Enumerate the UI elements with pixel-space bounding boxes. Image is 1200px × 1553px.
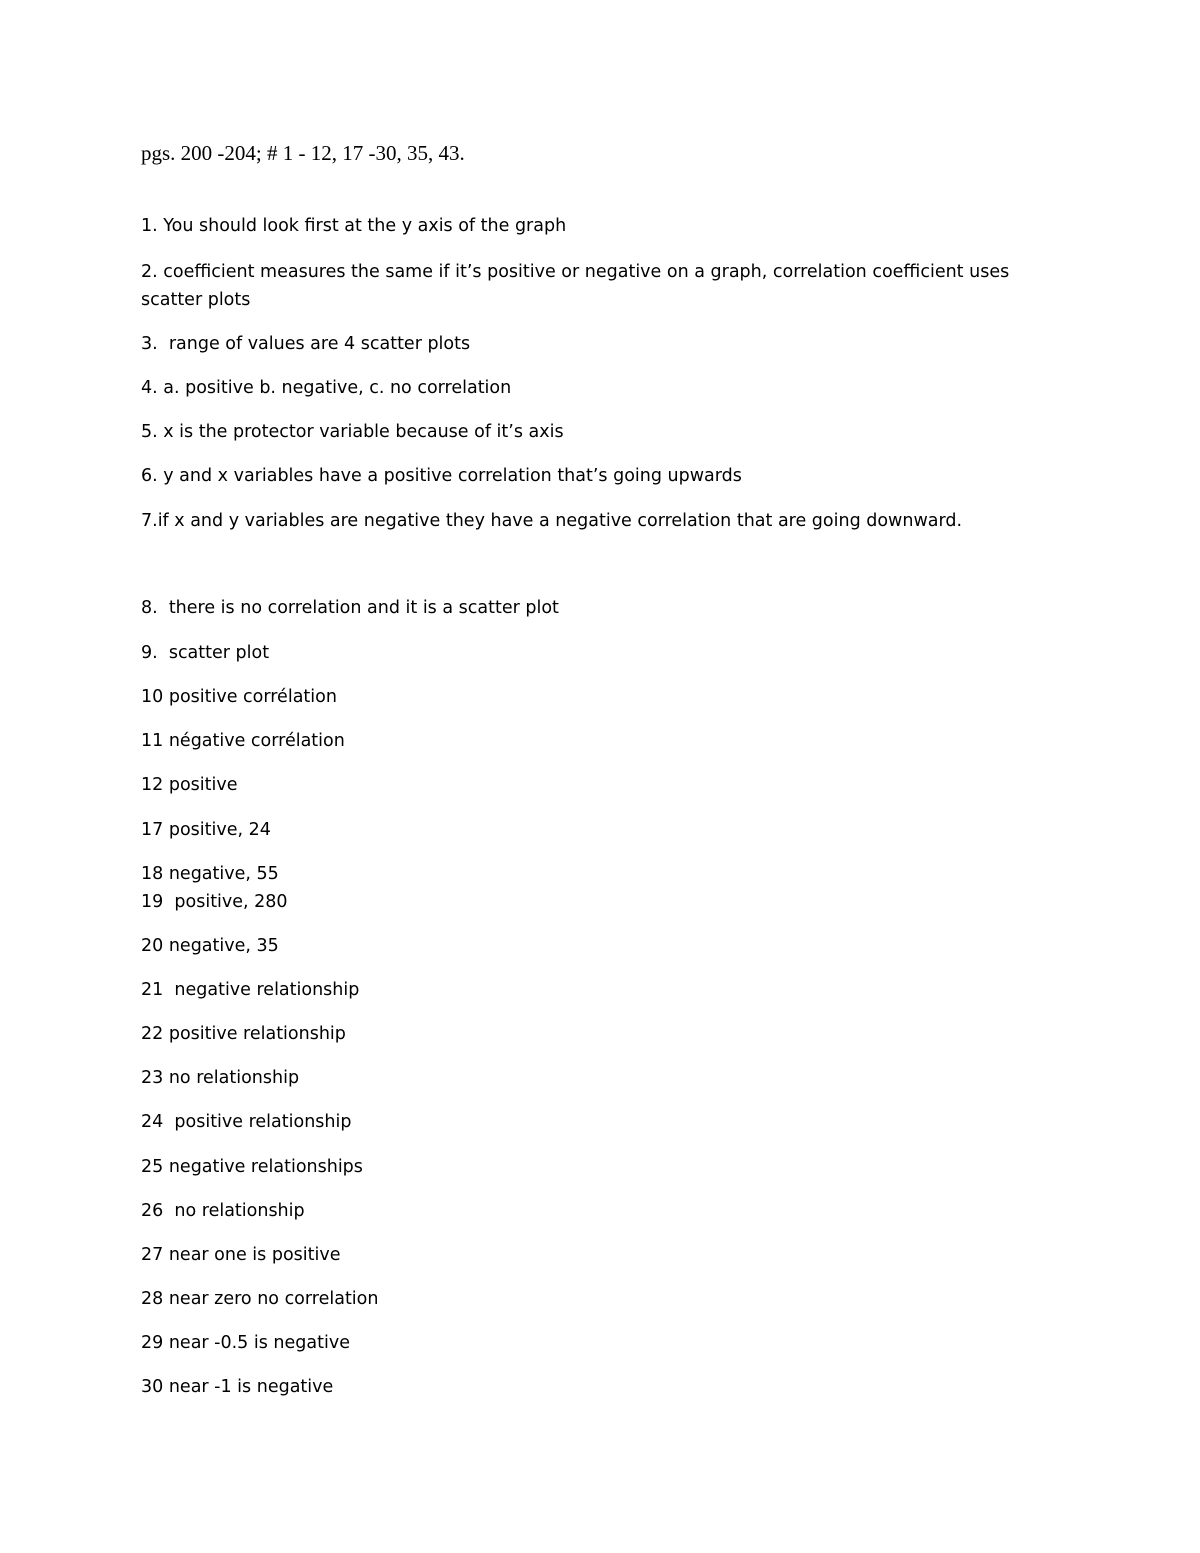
answer-line-5: 5. x is the protector variable because of it’s axis [141, 422, 564, 442]
answer-line-3: 3. range of values are 4 scatter plots [141, 334, 471, 354]
answer-line-4: 4. a. positive b. negative, c. no correlation [141, 378, 512, 398]
answer-line-12: 12 positive [141, 775, 238, 795]
answer-line-2: 2. coefficient measures the same if it’s positive or negative on a graph, correlation coefficient uses scatter plots [141, 262, 1010, 310]
assignment-heading: pgs. 200 -204; # 1 - 12, 17 -30, 35, 43. [141, 141, 465, 165]
answer-line-29: 29 near -0.5 is negative [141, 1333, 350, 1353]
answer-line-25: 25 negative relationships [141, 1157, 363, 1177]
answer-line-21: 21 negative relationship [141, 980, 360, 1000]
answer-line-9: 9. scatter plot [141, 643, 270, 663]
answer-line-18: 18 negative, 55 [141, 864, 279, 884]
answer-line-24: 24 positive relationship [141, 1112, 352, 1132]
answer-line-8: 8. there is no correlation and it is a scatter plot [141, 598, 559, 618]
answer-line-27: 27 near one is positive [141, 1245, 341, 1265]
answer-line-22: 22 positive relationship [141, 1024, 346, 1044]
answer-line-28: 28 near zero no correlation [141, 1289, 379, 1309]
answer-line-20: 20 negative, 35 [141, 936, 279, 956]
answer-line-30: 30 near -1 is negative [141, 1377, 334, 1397]
answer-line-23: 23 no relationship [141, 1068, 300, 1088]
answer-line-1: 1. You should look first at the y axis of the graph [141, 216, 567, 236]
answer-line-26: 26 no relationship [141, 1201, 305, 1221]
answer-line-19: 19 positive, 280 [141, 892, 288, 912]
answer-line-6: 6. y and x variables have a positive correlation that’s going upwards [141, 466, 742, 486]
answer-line-17: 17 positive, 24 [141, 820, 271, 840]
answer-line-10: 10 positive corrélation [141, 687, 337, 707]
answer-line-11: 11 négative corrélation [141, 731, 345, 751]
answer-line-7: 7.if x and y variables are negative they have a negative correlation that are going downward. [141, 511, 963, 531]
